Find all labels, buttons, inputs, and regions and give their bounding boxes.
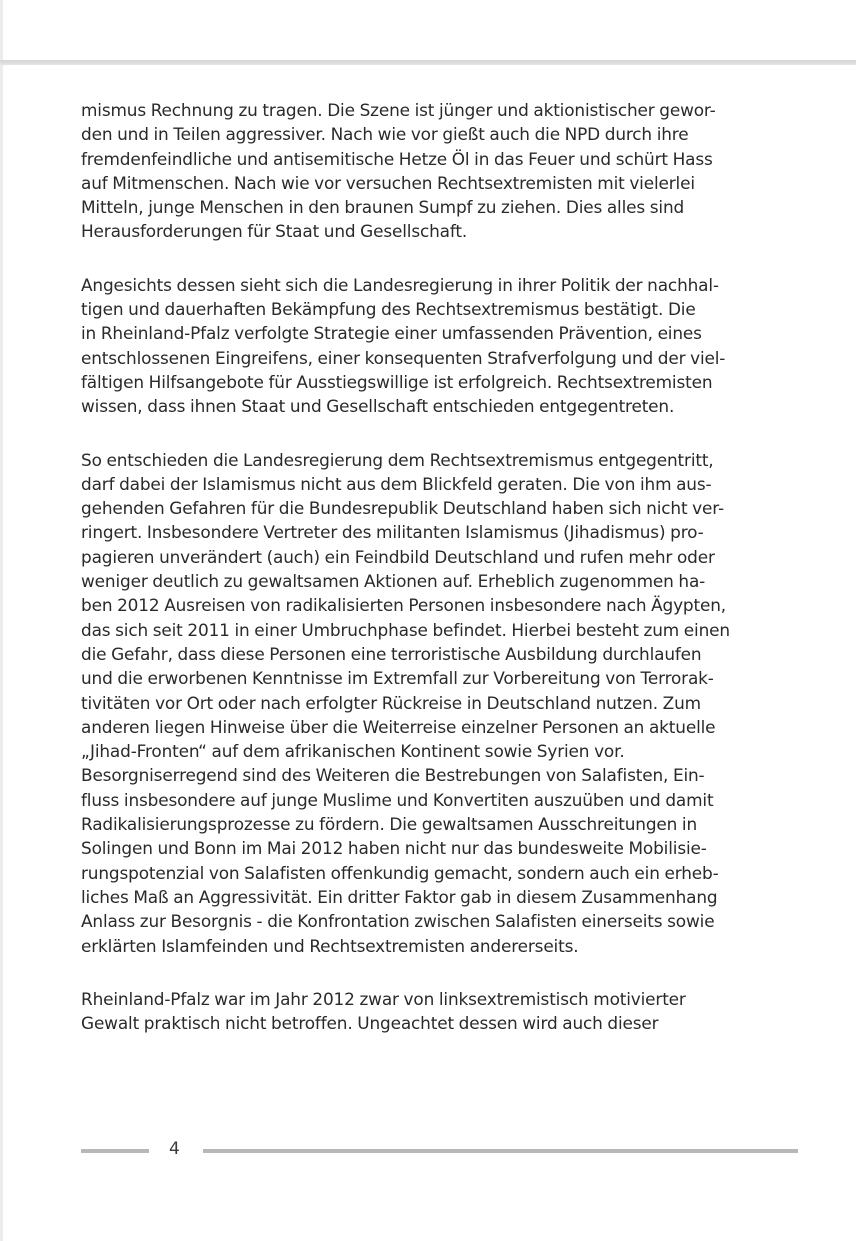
text-line: pagieren unverändert (auch) ein Feindbild Deutschland und rufen mehr oder (81, 546, 715, 567)
text-line: Solingen und Bonn im Mai 2012 haben nicht nur das bundesweite Mobilisie- (81, 838, 707, 859)
text-line: auf Mitmenschen. Nach wie vor versuchen Rechtsextremisten mit vielerlei (81, 172, 695, 193)
text-line: Mitteln, junge Menschen in den braunen Sumpf zu ziehen. Dies alles sind (81, 197, 685, 218)
text-line: in Rheinland-Pfalz verfolgte Strategie einer umfassenden Prävention, eines (81, 323, 702, 344)
page-edge-shadow (0, 0, 3, 1241)
text-line: fältigen Hilfsangebote für Ausstiegswillige ist erfolgreich. Rechtsextremisten (81, 371, 713, 392)
text-line: fremdenfeindliche und antisemitische Hetze Öl in das Feuer und schürt Hass (81, 148, 713, 169)
text-line: rungspotenzial von Salafisten offenkundig gemacht, sondern auch ein erheb- (81, 862, 719, 883)
text-line: „Jihad-Fronten“ auf dem afrikanischen Kontinent sowie Syrien vor. (81, 741, 625, 762)
text-line: den und in Teilen aggressiver. Nach wie vor gießt auch die NPD durch ihre (81, 124, 689, 145)
text-line: liches Maß an Aggressivität. Ein dritter Faktor gab in diesem Zusammenhang (81, 886, 718, 907)
text-line: gehenden Gefahren für die Bundesrepublik Deutschland haben sich nicht ver- (81, 498, 724, 519)
text-line: das sich seit 2011 in einer Umbruchphase befindet. Hierbei besteht zum einen (81, 619, 730, 640)
text-line: weniger deutlich zu gewaltsamen Aktionen auf. Erheblich zugenommen ha- (81, 571, 706, 592)
paragraph-3 (81, 448, 781, 958)
text-line: Rheinland-Pfalz war im Jahr 2012 zwar von linksextremistisch motivierter (81, 988, 686, 1009)
text-line: Angesichts dessen sieht sich die Landesregierung in ihrer Politik der nachhal- (81, 274, 719, 295)
paragraph-2 (81, 273, 781, 419)
text-line: Anlass zur Besorgnis - die Konfrontation zwischen Salafisten einerseits sowie (81, 911, 715, 932)
text-line: Besorgniserregend sind des Weiteren die Bestrebungen von Salafisten, Ein- (81, 765, 705, 786)
page-footer (0, 1138, 856, 1162)
text-line: und die erworbenen Kenntnisse im Extremfall zur Vorbereitung von Terrorak- (81, 668, 714, 689)
text-line: wissen, dass ihnen Staat und Gesellschaft entschieden entgegentreten. (81, 396, 675, 417)
text-line: Radikalisierungsprozesse zu fördern. Die gewaltsamen Ausschreitungen in (81, 814, 698, 835)
text-line: ben 2012 Ausreisen von radikalisierten Personen insbesondere nach Ägypten, (81, 595, 726, 616)
text-line: ringert. Insbesondere Vertreter des militanten Islamismus (Jihadismus) pro- (81, 522, 704, 543)
text-line: tivitäten vor Ort oder nach erfolgter Rückreise in Deutschland nutzen. Zum (81, 692, 701, 713)
paragraph-4 (81, 987, 781, 1036)
footer-rule-left (81, 1149, 149, 1153)
text-line: tigen und dauerhaften Bekämpfung des Rechtsextremismus bestätigt. Die (81, 299, 696, 320)
text-line: erklärten Islamfeinden und Rechtsextremisten andererseits. (81, 935, 579, 956)
body-text (81, 98, 781, 1064)
page-number: 4 (169, 1139, 180, 1159)
paragraph-1 (81, 98, 781, 244)
text-line: darf dabei der Islamismus nicht aus dem Blickfeld geraten. Die von ihm aus- (81, 473, 712, 494)
text-line: So entschieden die Landesregierung dem Rechtsextremismus entgegentritt, (81, 449, 714, 470)
header-rule (0, 60, 856, 65)
text-line: anderen liegen Hinweise über die Weiterreise einzelner Personen an aktuelle (81, 716, 716, 737)
text-line: entschlossenen Eingreifens, einer konsequenten Strafverfolgung und der viel- (81, 347, 726, 368)
text-line: Herausforderungen für Staat und Gesellschaft. (81, 221, 468, 242)
text-line: Gewalt praktisch nicht betroffen. Ungeachtet dessen wird auch dieser (81, 1013, 659, 1034)
footer-rule-right (203, 1149, 798, 1153)
text-line: die Gefahr, dass diese Personen eine terroristische Ausbildung durchlaufen (81, 643, 702, 664)
text-line: mismus Rechnung zu tragen. Die Szene ist jünger und aktionistischer gewor- (81, 100, 716, 120)
text-line: fluss insbesondere auf junge Muslime und Konvertiten auszuüben und damit (81, 789, 714, 810)
